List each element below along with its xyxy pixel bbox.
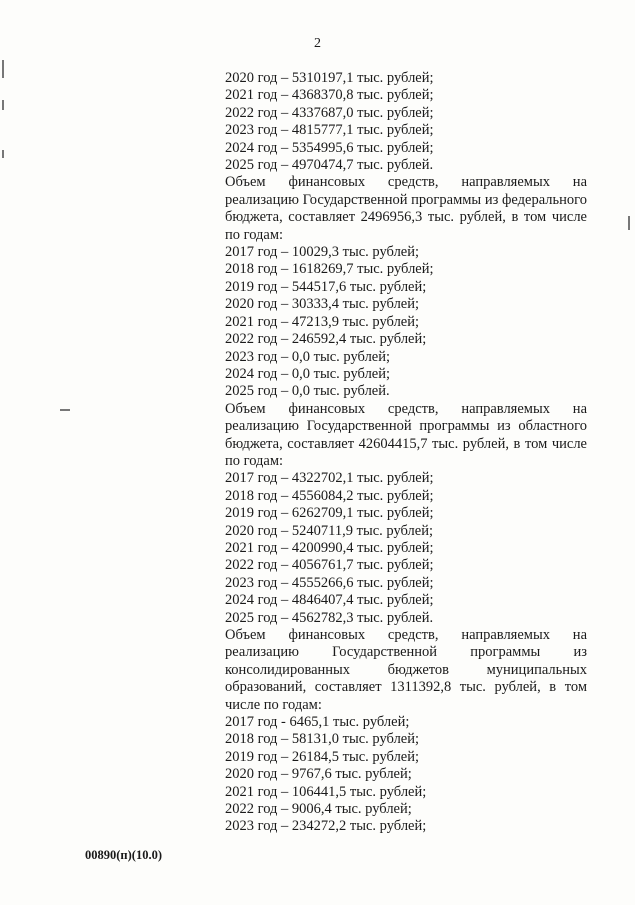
list-item: 2019 год – 6262709,1 тыс. рублей; <box>225 505 434 522</box>
list-item: 2019 год – 544517,6 тыс. рублей; <box>225 278 427 295</box>
list-item: 2017 год - 6465,1 тыс. рублей; <box>225 714 410 731</box>
list-item: 2020 год – 5310197,1 тыс. рублей; <box>225 70 434 86</box>
paragraph-municipal-budgets: Объем финансовых средств, направляемых на реализацию Государственной программы из консолидированных бюджетов муниципальных образований, составляет 1311392,8 тыс. рублей, в том числе по годам: <box>225 627 587 713</box>
list-municipal <box>225 714 587 836</box>
list-item: 2022 год – 4056761,7 тыс. рублей; <box>225 557 434 574</box>
list-a <box>225 70 587 174</box>
list-federal <box>225 244 587 401</box>
scan-mark <box>2 60 4 78</box>
paragraph-federal-budget: Объем финансовых средств, направляемых на реализацию Государственной программы из федерального бюджета, составляет 2496956,3 тыс. рублей, в том числе по годам: <box>225 174 587 243</box>
list-regional <box>225 470 587 627</box>
scan-mark <box>60 409 70 411</box>
list-item: 2020 год – 30333,4 тыс. рублей; <box>225 296 420 313</box>
paragraph-regional-budget: Объем финансовых средств, направляемых на реализацию Государственной программы из областного бюджета, составляет 42604415,7 тыс. рублей, в том числе по годам: <box>225 400 587 469</box>
list-item: 2022 год – 4337687,0 тыс. рублей; <box>225 104 434 121</box>
document-code: 00890(п)(10.0) <box>85 848 162 862</box>
scan-mark <box>628 216 630 230</box>
scan-mark <box>2 150 4 158</box>
list-item: 2025 год – 0,0 тыс. рублей. <box>225 383 390 400</box>
list-item: 2021 год – 4200990,4 тыс. рублей; <box>225 539 434 556</box>
list-item: 2019 год – 26184,5 тыс. рублей; <box>225 748 420 765</box>
list-item: 2020 год – 9767,6 тыс. рублей; <box>225 766 412 783</box>
list-item: 2021 год – 106441,5 тыс. рублей; <box>225 783 427 800</box>
list-item: 2024 год – 5354995,6 тыс. рублей; <box>225 139 434 156</box>
list-item: 2023 год – 4815777,1 тыс. рублей; <box>225 122 434 139</box>
list-item: 2022 год – 9006,4 тыс. рублей; <box>225 801 412 818</box>
document-body <box>225 70 587 836</box>
scan-mark <box>2 100 4 110</box>
list-item: 2023 год – 234272,2 тыс. рублей; <box>225 818 427 835</box>
list-item: 2017 год – 4322702,1 тыс. рублей; <box>225 470 434 487</box>
list-item: 2022 год – 246592,4 тыс. рублей; <box>225 331 427 348</box>
list-item: 2018 год – 1618269,7 тыс. рублей; <box>225 261 434 278</box>
list-item: 2021 год – 4368370,8 тыс. рублей; <box>225 87 434 104</box>
list-item: 2024 год – 0,0 тыс. рублей; <box>225 365 391 382</box>
list-item: 2025 год – 4970474,7 тыс. рублей. <box>225 157 434 174</box>
list-item: 2024 год – 4846407,4 тыс. рублей; <box>225 592 434 609</box>
list-item: 2023 год – 4555266,6 тыс. рублей; <box>225 574 434 591</box>
list-item: 2025 год – 4562782,3 тыс. рублей. <box>225 609 434 626</box>
list-item: 2021 год – 47213,9 тыс. рублей; <box>225 313 420 330</box>
list-item: 2017 год – 10029,3 тыс. рублей; <box>225 244 420 261</box>
page-number: 2 <box>314 36 321 51</box>
list-item: 2018 год – 4556084,2 тыс. рублей; <box>225 487 434 504</box>
list-item: 2018 год – 58131,0 тыс. рублей; <box>225 731 420 748</box>
list-item: 2023 год – 0,0 тыс. рублей; <box>225 348 391 365</box>
list-item: 2020 год – 5240711,9 тыс. рублей; <box>225 522 433 539</box>
